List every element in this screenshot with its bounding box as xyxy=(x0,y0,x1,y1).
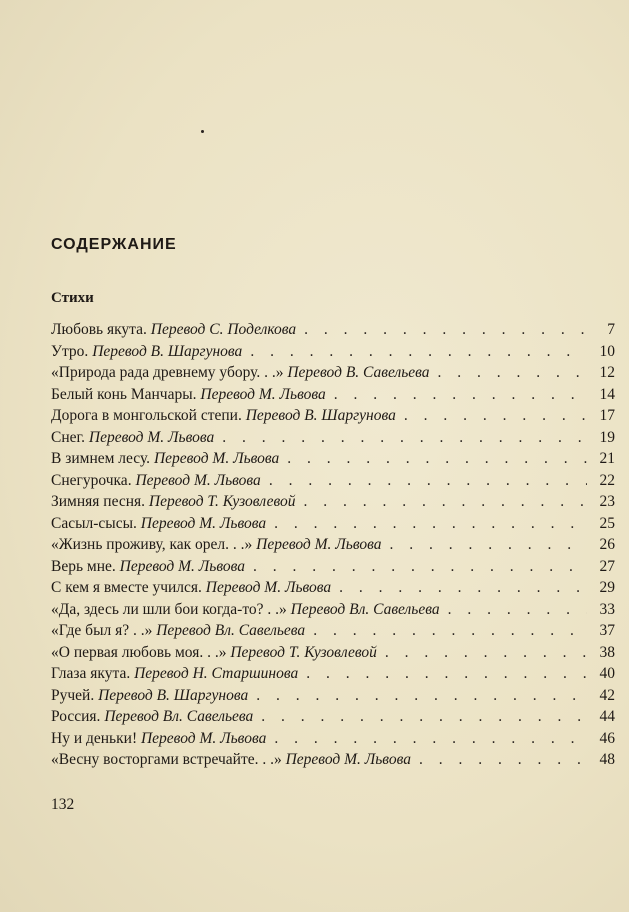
toc-entry-title: Ручей. xyxy=(51,686,95,704)
toc-entry xyxy=(51,663,615,685)
toc-entry-page: 22 xyxy=(599,471,615,489)
dot-leader xyxy=(438,362,587,384)
toc-entry-page: 23 xyxy=(599,493,615,510)
toc-entry-title: Ну и деньки! xyxy=(51,729,138,747)
toc-entry-title: Утро. xyxy=(51,342,89,360)
toc-entry-title: В зимнем лесу. xyxy=(51,450,151,467)
toc-entry-translator: Перевод М. Львова xyxy=(200,385,326,403)
toc-entry-title: «Весну восторгами встречайте. . .» xyxy=(51,751,282,768)
toc-entry-page: 10 xyxy=(599,342,615,360)
toc-entry-title: Любовь якута. xyxy=(51,321,147,338)
dot-leader xyxy=(334,384,587,406)
dot-leader xyxy=(274,513,587,535)
toc-entry-title: «Где был я? . .» xyxy=(51,622,153,639)
toc-entry xyxy=(51,448,615,470)
toc-entry-page: 37 xyxy=(599,622,615,639)
toc-entry-page: 40 xyxy=(599,665,615,682)
toc-entry-translator: Перевод М. Львова xyxy=(88,428,215,446)
dot-leader xyxy=(419,749,587,771)
toc-entry xyxy=(51,513,615,535)
dot-leader xyxy=(287,448,587,470)
toc-entry-translator: Перевод М. Львова xyxy=(140,729,267,747)
toc-entry-page: 17 xyxy=(599,407,615,424)
toc-entry xyxy=(51,362,615,384)
toc-entry-page: 27 xyxy=(599,557,615,575)
dot-leader xyxy=(250,341,587,363)
toc-entry-translator: Перевод М. Львова xyxy=(135,471,261,489)
toc-entry xyxy=(51,319,615,341)
toc-entry-page: 7 xyxy=(607,321,615,338)
toc-entry xyxy=(51,620,615,642)
toc-entry-page: 29 xyxy=(599,579,615,596)
dot-leader xyxy=(303,491,587,513)
dot-leader xyxy=(261,706,587,728)
toc-entry xyxy=(51,728,615,750)
dot-leader xyxy=(253,556,587,578)
dot-leader xyxy=(404,405,587,427)
toc-entry-translator: Перевод Т. Кузовлевой xyxy=(148,493,296,510)
page-number: 132 xyxy=(51,796,75,813)
toc-entry-translator: Перевод Вл. Савельева xyxy=(104,708,254,725)
dot-leader xyxy=(385,642,587,664)
dot-leader xyxy=(222,427,587,449)
toc-entry-title: «Жизнь проживу, как орел. . .» xyxy=(51,536,253,553)
dot-leader xyxy=(304,319,587,341)
toc-entry-page: 42 xyxy=(599,686,615,704)
toc-entry-translator: Перевод М. Львова xyxy=(285,751,411,768)
toc-entry xyxy=(51,685,615,707)
dot-leader xyxy=(269,470,587,492)
toc-entry-page: 46 xyxy=(599,729,615,747)
toc-entry xyxy=(51,642,615,664)
toc-entry-page: 21 xyxy=(599,450,615,467)
toc-entry xyxy=(51,577,615,599)
toc-entry-translator: Перевод В. Савельева xyxy=(287,364,430,381)
toc-entry-title: Снег. xyxy=(51,428,85,446)
toc-entry xyxy=(51,556,615,578)
toc-entry xyxy=(51,599,615,621)
toc-entry-translator: Перевод Вл. Савельева xyxy=(156,622,306,639)
toc-entry-translator: Перевод В. Шаргунова xyxy=(92,342,243,360)
toc-entry-title: «Да, здесь ли шли бои когда-то? . .» xyxy=(51,600,287,618)
toc-entry-title: С кем я вместе учился. xyxy=(51,579,202,596)
toc-entry-page: 26 xyxy=(599,536,615,553)
dot-leader xyxy=(448,599,587,621)
ink-speck xyxy=(201,130,204,133)
toc-entry xyxy=(51,341,615,363)
toc-entry-title: Верь мне. xyxy=(51,557,116,575)
toc-entry xyxy=(51,534,615,556)
toc-entry-translator: Перевод Н. Старшинова xyxy=(134,665,299,682)
toc-entry-translator: Перевод М. Львова xyxy=(256,536,382,553)
toc-entry-translator: Перевод М. Львова xyxy=(153,450,280,467)
dot-leader xyxy=(256,685,587,707)
toc-entry xyxy=(51,405,615,427)
toc-entry-title: Снегурочка. xyxy=(51,471,132,489)
toc-entry-page: 25 xyxy=(599,514,615,532)
toc-entry-translator: Перевод Т. Кузовлевой xyxy=(230,643,377,661)
toc-entry-title: «О первая любовь моя. . .» xyxy=(51,643,227,661)
table-of-contents xyxy=(51,319,615,771)
toc-entry-title: Глаза якута. xyxy=(51,665,131,682)
toc-entry-page: 19 xyxy=(599,428,615,446)
toc-entry-translator: Перевод В. Шаргунова xyxy=(245,407,396,424)
toc-entry-translator: Перевод Вл. Савельева xyxy=(290,600,440,618)
toc-entry-title: Сасыл-сысы. xyxy=(51,514,137,532)
toc-entry-translator: Перевод В. Шаргунова xyxy=(98,686,249,704)
toc-entry-title: Россия. xyxy=(51,708,101,725)
toc-entry-page: 38 xyxy=(599,643,615,661)
dot-leader xyxy=(390,534,588,556)
toc-entry xyxy=(51,427,615,449)
toc-entry-title: Зимняя песня. xyxy=(51,493,146,510)
toc-entry xyxy=(51,749,615,771)
toc-entry-page: 44 xyxy=(599,708,615,725)
toc-entry xyxy=(51,384,615,406)
toc-entry-page: 33 xyxy=(599,600,615,618)
dot-leader xyxy=(339,577,587,599)
toc-entry xyxy=(51,470,615,492)
section-title: Стихи xyxy=(51,290,94,306)
toc-entry-page: 14 xyxy=(599,385,615,403)
toc-entry-translator: Перевод М. Львова xyxy=(205,579,332,596)
toc-entry-translator: Перевод М. Львова xyxy=(140,514,267,532)
toc-entry-title: «Природа рада древнему убору. . .» xyxy=(51,364,284,381)
toc-entry xyxy=(51,491,615,513)
toc-entry-page: 12 xyxy=(599,364,615,381)
toc-entry-title: Белый конь Манчары. xyxy=(51,385,197,403)
toc-entry-translator: Перевод М. Львова xyxy=(119,557,246,575)
dot-leader xyxy=(306,663,587,685)
toc-entry-translator: Перевод С. Поделкова xyxy=(150,321,297,338)
contents-heading: СОДЕРЖАНИЕ xyxy=(51,236,177,253)
toc-entry xyxy=(51,706,615,728)
toc-entry-title: Дорога в монгольской степи. xyxy=(51,407,242,424)
toc-entry-page: 48 xyxy=(599,751,615,768)
dot-leader xyxy=(313,620,587,642)
dot-leader xyxy=(274,728,587,750)
